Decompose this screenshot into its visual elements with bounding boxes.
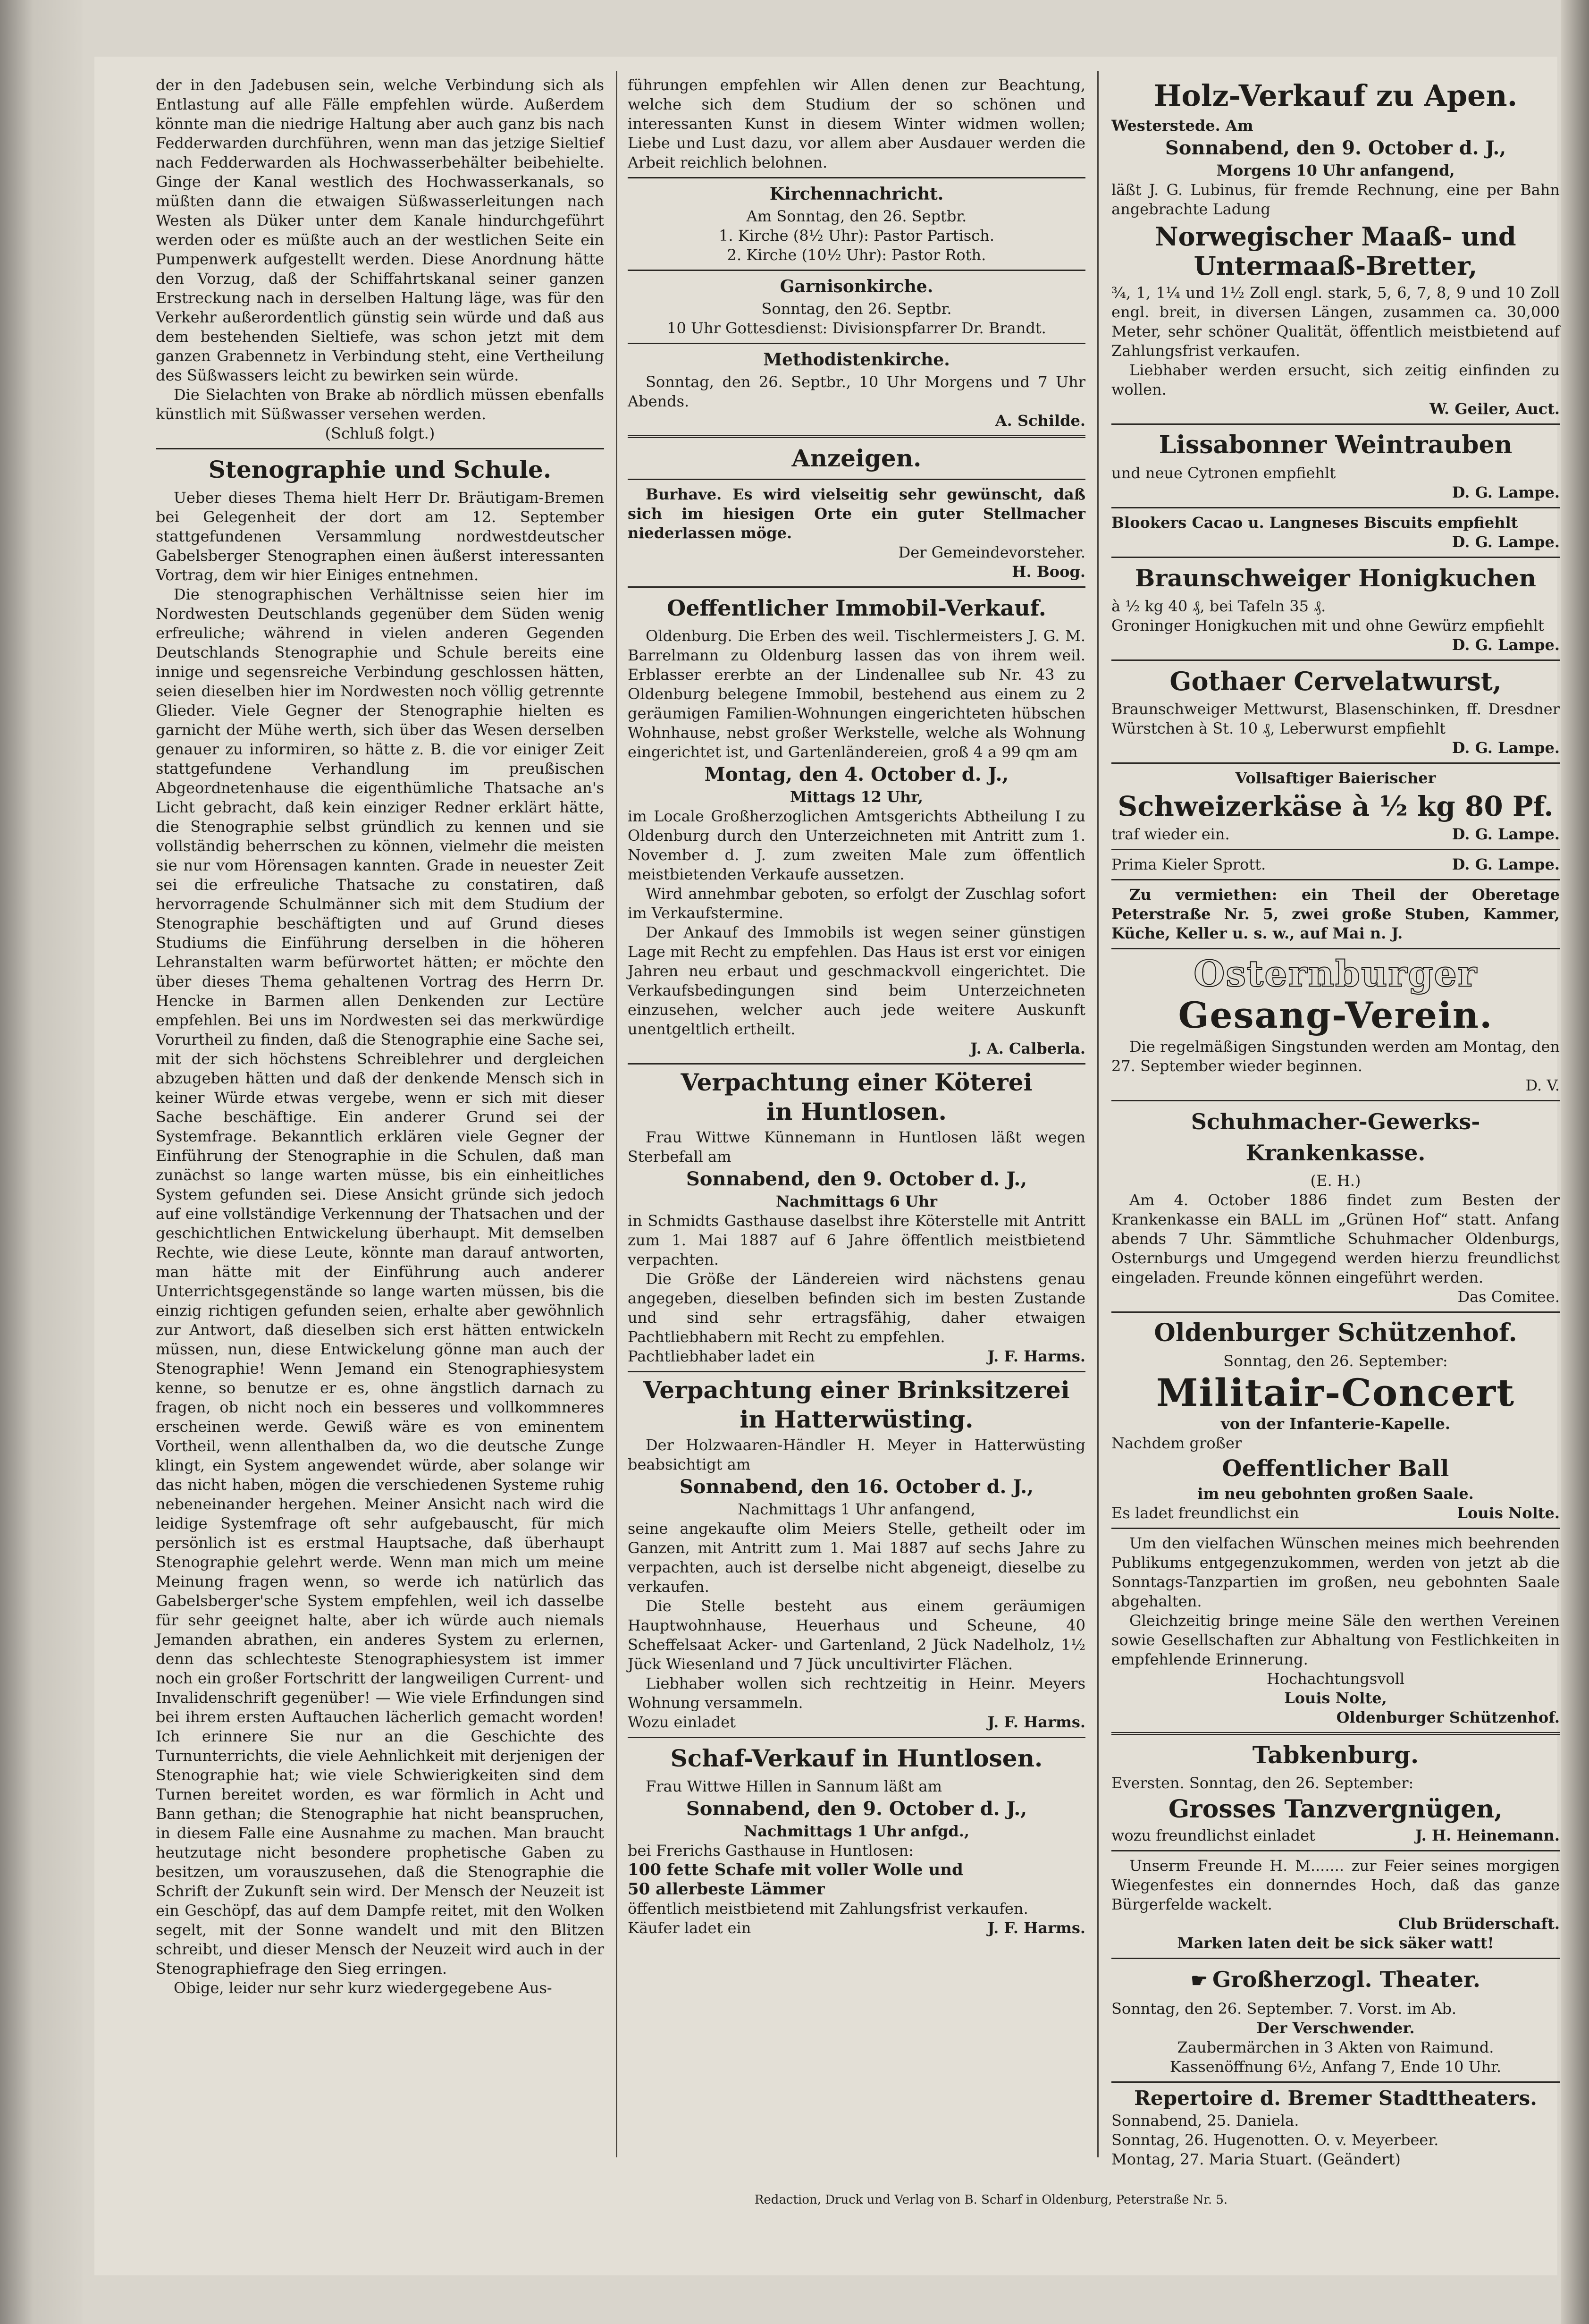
theater-title: Großherzogl. Theater. [1212, 1967, 1480, 1992]
ad-text: Frau Wittwe Hillen in Sannum läßt am [646, 1777, 942, 1795]
ad-heading: Oldenburger Schützenhof. [1154, 1318, 1517, 1347]
ad-text: Burhave. Es wird vielseitig sehr gewünscht, daß sich im hiesigen Orte ein guter Stellmacher niederlassen möge. [628, 485, 1085, 542]
article-note: (Schluß folgt.) [325, 424, 435, 442]
signature: Louis Nolte. [1457, 1504, 1560, 1522]
ad-heading: Grosses Tanzvergnügen, [1168, 1795, 1503, 1824]
signature: W. Geiler, Auct. [1429, 400, 1560, 418]
column-2 [628, 76, 1085, 1938]
signature-line [628, 1918, 1085, 1938]
section-heading: Anzeigen. [791, 444, 922, 472]
ad-date: Sonnabend, den 9. October d. J., [1165, 137, 1506, 159]
church-service: Sonntag, den 26. Septbr., 10 Uhr Morgens und 7 Uhr Abends. [628, 373, 1085, 410]
ad-text: im neu gebohnten großen Saale. [1197, 1485, 1474, 1503]
ad-heading: in Huntlosen. [766, 1098, 947, 1125]
ad-text: Liebhaber wollen sich rechtzeitig in Heinr. Meyers Wohnung versammeln. [628, 1674, 1085, 1712]
ad-time: Morgens 10 Uhr anfangend, [1216, 161, 1455, 179]
ad-heading: Gothaer Cervelatwurst, [1169, 666, 1502, 696]
divider [1111, 1528, 1560, 1529]
signature: J. F. Harms. [987, 1919, 1085, 1937]
ad-place: Westerstede. Am [1111, 117, 1253, 135]
article-heading: Stenographie und Schule. [208, 456, 552, 483]
ad-heading: Verpachtung einer Brinksitzerei [643, 1376, 1070, 1404]
ad-heading: Lissabonner Weintrauben [1159, 431, 1513, 459]
ad-text: seine angekaufte olim Meiers Stelle, getheilt oder im Ganzen, mit Antritt zum 1. Mai 1887 auf sechs Jahre zu verpachten, auch ist derselbe nicht abgeneigt, dieselbe zu verkaufen. [628, 1520, 1085, 1596]
divider [1111, 423, 1560, 425]
ad-text: Sonntag, den 26. September. 7. Vorst. im Ab. [1111, 2000, 1457, 2018]
ad-text: à ½ kg 40 ₰, bei Tafeln 35 ₰. [1111, 597, 1326, 615]
ad-text: Zaubermärchen in 3 Akten von Raimund. [1177, 2038, 1494, 2056]
ad-heading: Gesang-Verein. [1178, 994, 1493, 1036]
signature-line [1111, 1826, 1560, 1845]
divider [1111, 762, 1560, 764]
divider [628, 270, 1085, 271]
ad-text: Frau Wittwe Künnemann in Huntlosen läßt wegen Sterbefall am [628, 1128, 1085, 1166]
divider [628, 343, 1085, 344]
ad-time: Nachmittags 1 Uhr anfangend, [738, 1500, 975, 1518]
article-paragraph: Obige, leider nur sehr kurz wiedergegebene Aus- [174, 1979, 552, 1997]
signature: J. A. Calberla. [970, 1039, 1085, 1057]
imprint: Redaction, Druck und Verlag von B. Scharf in Oldenburg, Peterstraße Nr. 5. [754, 2193, 1228, 2207]
ad-heading: Oeffentlicher Ball [1222, 1455, 1449, 1482]
divider [1111, 1100, 1560, 1101]
article-paragraph: Die stenographischen Verhältnisse seien hier im Nordwesten Deutschlands gegenüber dem Süden wenig erfreuliche; während in vielen anderen Gegenden Deutschlands Stenographie und Schule bereits eine innige und segensreiche Verbindung geschlossen hätten, seien dieselben hier im Nordwesten noch völlig getrennte Glieder. Viele Gegner der Stenographie hielten es garnicht der Mühe werth, sich über das Wesen derselben genauer zu informiren, so hätte z. B. die vor einiger Zeit stattgefundene Verhandlung im preußischen Abgeordnetenhause die eigenthümliche Thatsache an's Licht gebracht, daß kein einziger Redner erklärt hätte, die Stenographie selbst gründlich zu kennen und sie vollständig beherrschen zu können, vielmehr die meisten sie nur vom Hörensagen kannten. Grade in neuester Zeit sei die erfreuliche Thatsache zu constatiren, daß hervorragende Schulmänner sich mit dem Studium der Stenographie beschäftigten und auf Grund dieses Studiums die Einführung derselben in die höheren Lehranstalten warm befürwortet hätten; er möchte den über dieses Thema gehaltenen Vortrag des Herrn Dr. Hencke in Barmen allen Denkenden zur Lectüre empfehlen. Bei uns im Nordwesten sei das merkwürdige Vorurtheil zu finden, daß die Stenographie eine Sache sei, mit der sich höchstens Schreiblehrer und dergleichen abzugeben hätten und daß der denkende Mensch sich in keiner Würde etwas vergebe, wenn er sich mit dieser Sache beschäftige. Ein anderer Grund sei der Systemfrage. Bekanntlich erklären viele Gegner der Einführung der Stenographie in die Schulen, daß man zunächst so lange warten müsse, bis ein einheitliches System gefunden sei. Diese Ansicht gründe sich jedoch auf eine vollständige Verkennung der Thatsachen und der geschichtlichen Entwickelung überhaupt. Mit demselben Rechte, wie diese Leute, könnte man darauf antworten, man hätte mit der Einführung auch anderer Unterrichtsgegenstände so lange warten müssen, bis die einzig richtigen gefunden seien, erhalte aber gewöhnlich zur Antwort, daß dieselben sich erst hätten entwickeln müssen, nun, diese Entwickelung gönne man auch der Stenographie! Wenn Jemand ein Stenographiesystem kenne, so benutze er es, ohne ängstlich darnach zu fragen, ob nicht noch ein besseres und vollkommneres erscheinen werde. Gewiß wäre es von eminentem Vortheil, wenn allenthalben da, wo die deutsche Zunge klingt, ein System angewendet würde, aber solange wir das nicht haben, mögen die verschiedenen Systeme ruhig nebeneinander hergehen. Meiner Ansicht nach wird die leidige Systemfrage oft sehr aufgebauscht, für mich persönlich ist es erstmal Hauptsache, daß überhaupt Stenographie gelehrt werde. Wenn man mich um meine Meinung fragen wenn, so werde ich natürlich das Gabelsberger'sche System empfehlen, weil ich dasselbe für sehr geeignet halte, aber ich würde auch niemals Jemanden abrathen, ein anderes System zu erlernen, denn das schlechteste Stenographiesystem ist immer noch ein großer Fortschritt der langweiligen Current- und Invalidenschrift gegenüber! — Wie viele Erfindungen sind bei ihrem ersten Auftauchen lächerlich gemacht worden! Ich erinnere Sie nur an die Geschichte des Turnunterrichts, die viele Aehnlichkeit mit derjenigen der Stenographie hat; wie viele Schwierigkeiten sind dem Turnen bereitet worden, es war förmlich in Acht und Bann gethan; die Stenographie hat nicht beanspruchen, in diesem Falle eine Ausnahme zu machen. Man braucht heutzutage nicht besondere prophetische Gaben zu besitzen, um vorauszusehen, daß die Stenographie die Schrift der Zukunft sein wird. Der Mensch der Neuzeit ist ein Geschöpf, das auf dem Dampfe reitet, mit den Wolken segelt, mit der Sonne wandelt und mit den Blitzen schreibt, und dieser Mensch der Neuzeit wird auch in der Stenographiefrage den Sieg erringen. [156, 585, 604, 1978]
divider [628, 1737, 1085, 1738]
divider [1111, 659, 1560, 661]
article-continuation: der in den Jadebusen sein, welche Verbindung sich als Entlastung auf alle Fälle empfehlen würde. Außerdem könnte man die niedrige Haltung aber auch ganz bis nach Fedderwarden durchführen, wenn man das jetzige Sieltief nach Fedderwarden als Hochwasserbehälter beibehielte. Ginge der Kanal westlich des Hochwasserkanals, so müßten dann die etwaigen Süßwasserleitungen nach Westen als Düker unter dem Kanale hindurchgeführt werden oder es müßte auch an der westlichen Seite ein Pumpenwerk aufgestellt werden. Diese Anordnung hätte den Vorzug, daß der Schiffahrtskanal seiner ganzen Erstreckung nach in derselben Haltung läge, was für den Verkehr außerordentlich günstig sein würde und daß aus dem bestehenden Sieltiefe, was schon jetzt mit dem ganzen Grabennetz in Verbindung steht, eine Vertheilung des Süßwassers leicht zu bewirken sein würde. [156, 76, 604, 384]
signature-label: Wozu einladet [628, 1713, 736, 1731]
signature-line [628, 1347, 1085, 1366]
ad-heading: Oeffentlicher Immobil-Verkauf. [667, 595, 1046, 621]
ad-text: öffentlich meistbietend mit Zahlungsfrist verkaufen. [628, 1900, 1028, 1918]
signature: D. G. Lampe. [1452, 739, 1560, 757]
ad-heading: Schaf-Verkauf in Huntlosen. [670, 1744, 1043, 1772]
signature-line [1111, 855, 1560, 874]
divider [1111, 879, 1560, 880]
signature-line [1111, 1504, 1560, 1523]
ad-text: Die Stelle besteht aus einem geräumigen Hauptwohnhause, Heuerhaus und Scheune, 40 Scheffelsaat Acker- und Gartenland, 2 Jück Nadelholz, 1½ Jück Wiesenland und 7 Jück uncultivirter Flächen. [628, 1597, 1085, 1673]
signature-label: Pachtliebhaber ladet ein [628, 1347, 815, 1365]
divider [1111, 1850, 1560, 1851]
signature: A. Schilde. [995, 412, 1085, 430]
ad-time: Nachmittags 6 Uhr [775, 1192, 937, 1210]
column-divider [616, 71, 617, 2157]
ad-date: Sonnabend, den 9. October d. J., [686, 1168, 1027, 1190]
ad-subheading: von der Infanterie-Kapelle. [1221, 1415, 1450, 1433]
signature: Oldenburger Schützenhof. [1336, 1708, 1560, 1726]
ad-heading: Militair-Concert [1156, 1370, 1515, 1415]
ad-text: im Locale Großherzoglichen Amtsgerichts Abtheilung I zu Oldenburg durch den Unterzeichneten mit Antritt zum 1. November d. J. zum zweiten Male zum öffentlich meistbietenden Verkaufe aussetzen. [628, 807, 1085, 883]
ad-heading: Schuhmacher-Gewerks-Krankenkasse. [1191, 1109, 1480, 1166]
ad-heading [1111, 1964, 1560, 1996]
signature: D. G. Lampe. [1452, 825, 1560, 843]
column-divider [1097, 71, 1099, 2157]
church-service: 2. Kirche (10½ Uhr): Pastor Roth. [727, 246, 986, 264]
book-binding [0, 0, 83, 2324]
signature: D. G. Lampe. [1452, 483, 1560, 501]
ad-text: Gleichzeitig bringe meine Säle den werthen Vereinen sowie Gesellschaften zur Abhaltung von Festlichkeiten in empfehlende Erinnerung. [1111, 1612, 1560, 1668]
divider [628, 586, 1085, 588]
repertoire-item: Montag, 27. Maria Stuart. (Geändert) [1111, 2150, 1401, 2168]
repertoire-item: Sonntag, 26. Hugenotten. O. v. Meyerbeer. [1111, 2131, 1439, 2149]
signature: D. G. Lampe. [1452, 533, 1560, 551]
divider [1111, 557, 1560, 558]
ad-heading: Norwegischer Maaß- und Untermaaß-Bretter, [1155, 221, 1516, 281]
divider [628, 1063, 1085, 1065]
ad-heading: Verpachtung einer Köterei [681, 1068, 1033, 1096]
divider [1111, 849, 1560, 850]
signature-line [1111, 825, 1560, 844]
church-heading: Methodistenkirche. [763, 350, 950, 370]
divider [1111, 948, 1560, 949]
divider [1111, 1958, 1560, 1959]
ad-text: und neue Cytronen empfiehlt [1111, 464, 1336, 482]
column-3 [1111, 76, 1560, 2169]
ad-date: Sonnabend, den 16. October d. J., [679, 1476, 1034, 1498]
signature: Das Comitee. [1457, 1288, 1560, 1306]
ad-time: Nachmittags 1 Uhr anfgd., [744, 1822, 969, 1840]
ad-text: Oldenburg. Die Erben des weil. Tischlermeisters J. G. M. Barrelmann zu Oldenburg lassen das von ihrem weil. Erblasser ererbte an der Lindenallee sub Nr. 43 zu Oldenburg belegene Immobil, bestehend aus einem zu 2 geräumigen Familien-Wohnungen eingerichteten hübschen Wohnhause, nebst großer Werkstelle, welche als Wohnung eingerichtet ist, und Gartenländereien, groß 4 a 99 qm am [628, 627, 1085, 761]
ad-heading: Osternburger [1194, 953, 1478, 995]
repertoire-item: Sonnabend, 25. Daniela. [1111, 2112, 1299, 2130]
signature: H. Boog. [1012, 563, 1085, 581]
signature: Der Gemeindevorsteher. [898, 543, 1085, 561]
church-service: 1. Kirche (8½ Uhr): Pastor Partisch. [719, 227, 994, 245]
ad-text: Marken laten deit be sick säker watt! [1177, 1934, 1494, 1952]
signature-label: wozu freundlichst einladet [1111, 1826, 1315, 1844]
ad-text: bei Frerichs Gasthause in Huntlosen: [628, 1842, 914, 1859]
ad-item: 50 allerbeste Lämmer [628, 1880, 825, 1899]
ad-heading: Tabkenburg. [1252, 1741, 1419, 1769]
ad-text: Eversten. Sonntag, den 26. September: [1111, 1774, 1414, 1792]
ad-text: Nachdem großer [1111, 1434, 1242, 1452]
signature: D. V. [1525, 1076, 1560, 1094]
page-edge [1561, 0, 1589, 2324]
ad-text: Wird annehmbar geboten, so erfolgt der Zuschlag sofort im Verkaufstermine. [628, 885, 1085, 922]
signature: Club Brüderschaft. [1398, 1915, 1560, 1933]
signature-label: Käufer ladet ein [628, 1919, 751, 1937]
ad-text: Am 4. October 1886 findet zum Besten der Krankenkasse ein BALL im „Grünen Hof“ statt. Anfang abends 7 Uhr. Sämmtliche Schuhmacher Oldenburgs, Osternburgs und Umgegend werden hierzu freundlichst eingeladen. Freunde können eingeführt werden. [1111, 1191, 1560, 1286]
ad-text: Braunschweiger Mettwurst, Blasenschinken, ff. Dresdner Würstchen à St. 10 ₰, Leberwurst empfiehlt [1111, 700, 1560, 737]
ad-heading: in Hatterwüsting. [740, 1405, 974, 1433]
article-continuation: führungen empfehlen wir Allen denen zur Beachtung, welche sich dem Studium der so schönen und interessanten Kunst in diesem Winter widmen wollen; Liebe und Lust dazu, vor allem aber Ausdauer werden die Arbeit reichlich belohnen. [628, 76, 1085, 171]
ad-heading: Schweizerkäse à ½ kg 80 Pf. [1118, 790, 1554, 822]
signature: J. F. Harms. [987, 1347, 1085, 1365]
ad-text: Unserm Freunde H. M....... zur Feier seines morgigen Wiegenfestes ein donnerndes Hoch, daß das ganze Bürgerfelde wackelt. [1111, 1857, 1560, 1913]
ad-text: Blookers Cacao u. Langneses Biscuits empfiehlt [1111, 514, 1518, 532]
ad-subheading: (E. H.) [1310, 1172, 1361, 1190]
ad-subheading: Vollsaftiger Baierischer [1235, 769, 1436, 787]
ad-text: Die Größe der Ländereien wird nächstens genau angegeben, dieselben befinden sich im besten Zustande und sind sehr ertragsfähig, daher etwaigen Pachtliebhabern mit Recht zu empfehlen. [628, 1270, 1085, 1346]
ad-text: Um den vielfachen Wünschen meines mich beehrenden Publikums entgegenzukommen, werden von jetzt ab die Sonntags-Tanzpartien im großen, neu gebohnten Saale abgehalten. [1111, 1534, 1560, 1610]
church-date: Sonntag, den 26. Septbr. [761, 300, 952, 318]
ad-text: Liebhaber werden ersucht, sich zeitig einfinden zu wollen. [1111, 361, 1560, 398]
divider [628, 479, 1085, 480]
signature-label: Es ladet freundlichst ein [1111, 1504, 1299, 1522]
signature: J. F. Harms. [987, 1713, 1085, 1731]
ad-text: Kassenöffnung 6½, Anfang 7, Ende 10 Uhr. [1169, 2058, 1502, 2076]
ad-text: traf wieder ein. [1111, 825, 1230, 843]
ad-text: Der Holzwaaren-Händler H. Meyer in Hatterwüsting beabsichtigt am [628, 1436, 1085, 1473]
ad-heading: Braunschweiger Honigkuchen [1135, 564, 1536, 592]
divider [1111, 2081, 1560, 2083]
ad-text: ¾, 1, 1¼ und 1½ Zoll engl. stark, 5, 6, 7, 8, 9 und 10 Zoll engl. breit, in diversen Längen, zusammen ca. 30,000 Meter, sehr schöner Qualität, öffentlich meistbietend auf Zahlungsfrist verkaufen. [1111, 284, 1560, 360]
ad-text: Der Ankauf des Immobils ist wegen seiner günstigen Lage mit Recht zu empfehlen. Das Haus ist erst vor einigen Jahren neu erbaut und geschmackvoll eingerichtet. Die Verkaufsbedingungen sind beim Unterzeichneten einzusehen, welcher auch jede weitere Auskunft unentgeltlich ertheilt. [628, 923, 1085, 1038]
divider [156, 448, 604, 449]
church-heading: Garnisonkirche. [780, 277, 933, 296]
ad-text: Prima Kieler Sprott. [1111, 855, 1266, 873]
divider [1111, 507, 1560, 508]
signature: Hochachtungsvoll [1266, 1670, 1405, 1688]
ad-text: Zu vermiethen: ein Theil der Oberetage Peterstraße Nr. 5, zwei große Stuben, Kammer, Küche, Keller u. s. w., auf Mai n. J. [1111, 886, 1560, 942]
ad-date: Montag, den 4. October d. J., [704, 763, 1009, 786]
divider [628, 1371, 1085, 1372]
signature: D. G. Lampe. [1452, 636, 1560, 654]
church-date: Am Sonntag, den 26. Septbr. [746, 207, 967, 225]
article-paragraph: Ueber dieses Thema hielt Herr Dr. Bräutigam-Bremen bei Gelegenheit der dort am 12. September stattgefundenen Versammlung nordwestdeutscher Gabelsberger Stenographen einen äußerst interessanten Vortrag, dem wir hier Einiges entnehmen. [156, 489, 604, 584]
pointing-hand-icon: ☛ [1191, 1969, 1208, 1992]
divider [628, 435, 1085, 438]
ad-text: Die regelmäßigen Singstunden werden am Montag, den 27. September wieder beginnen. [1111, 1038, 1560, 1075]
ad-text: läßt J. G. Lubinus, für fremde Rechnung, eine per Bahn angebrachte Ladung [1111, 181, 1560, 218]
signature: D. G. Lampe. [1452, 855, 1560, 873]
ad-item: 100 fette Schafe mit voller Wolle und [628, 1860, 963, 1879]
signature-line [628, 1713, 1085, 1732]
article-paragraph: Die Sielachten von Brake ab nördlich müssen ebenfalls künstlich mit Süßwasser versehen werden. [156, 386, 604, 423]
ad-text: Groninger Honigkuchen mit und ohne Gewürz empfiehlt [1111, 617, 1544, 634]
signature: Louis Nolte, [1284, 1689, 1387, 1707]
ad-heading: Holz-Verkauf zu Apen. [1153, 78, 1518, 113]
ad-time: Mittags 12 Uhr, [790, 788, 923, 806]
column-1 [156, 76, 604, 1998]
church-heading: Kirchennachricht. [769, 184, 944, 204]
ad-heading: Repertoire d. Bremer Stadttheaters. [1134, 2087, 1537, 2110]
ad-text: Der Verschwender. [1256, 2019, 1415, 2037]
ad-date: Sonnabend, den 9. October d. J., [686, 1798, 1027, 1820]
ad-text: in Schmidts Gasthause daselbst ihre Köterstelle mit Antritt zum 1. Mai 1887 auf 6 Jahre öffentlich meistbietend verpachten. [628, 1212, 1085, 1268]
divider [1111, 1732, 1560, 1735]
ad-date: Sonntag, den 26. September: [1223, 1352, 1448, 1370]
signature: J. H. Heinemann. [1415, 1826, 1560, 1844]
divider [628, 177, 1085, 178]
church-service: 10 Uhr Gottesdienst: Divisionspfarrer Dr. Brandt. [667, 319, 1046, 337]
divider [1111, 1311, 1560, 1313]
